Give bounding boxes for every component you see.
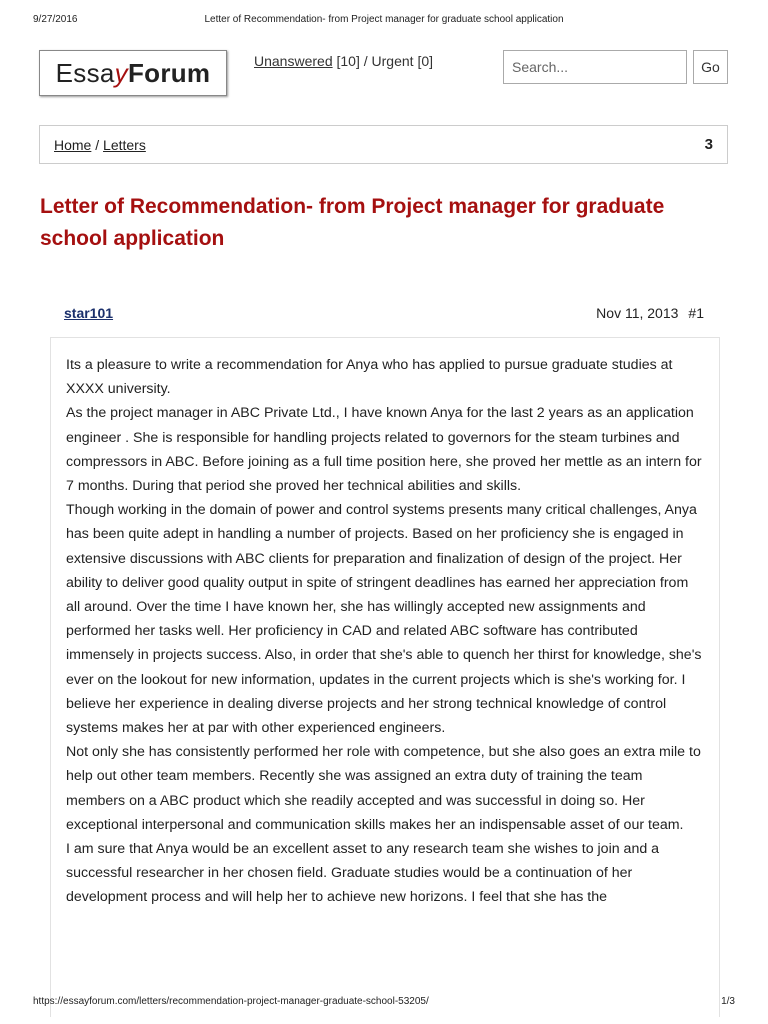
logo-text-essa: Essa (55, 57, 115, 88)
post-paragraph: Its a pleasure to write a recommendation for Anya who has applied to pursue graduate studies at XXXX university. (66, 357, 673, 398)
breadcrumb-separator: / (95, 137, 100, 153)
page-title: Letter of Recommendation- from Project manager for graduate school application (40, 195, 665, 250)
logo-text-forum: Forum (127, 57, 211, 88)
site-logo[interactable] (39, 50, 227, 96)
post-paragraph: I am sure that Anya would be an excellent asset to any research team she wishes to join and a successful researcher in her chosen field. Graduate studies would be a continuation of her development process and will help her to achieve new horizons. I feel that she has the (66, 841, 660, 906)
post-number[interactable]: #1 (688, 305, 704, 321)
breadcrumb-bar (39, 125, 728, 164)
unanswered-link[interactable]: Unanswered (254, 53, 333, 69)
post-author-link[interactable]: star101 (64, 305, 114, 321)
post-paragraph: As the project manager in ABC Private Ltd., I have known Anya for the last 2 years as an application engineer . She is responsible for handling projects related to governors for the steam turbines and compressors in ABC. Before joining as a full time position here, she proved her mettle as an intern for 7 months. During that period she proved her technical abilities and skills. (66, 405, 702, 495)
print-footer (33, 996, 735, 1010)
post-paragraph: Though working in the domain of power and control systems presents many critical challenges, Anya has been quite adept in handling a number of projects. Based on her proficiency she is engaged in extensive discussions with ABC clients for preparation and finalization of design of the project. Her ability to deliver good quality output in spite of stringent deadlines has earned her appreciation from all around. Over the time I have known her, she has willingly accepted new assignments and performed her tasks well. Her proficiency in CAD and related ABC software has contributed immensely in projects success. Also, in order that she's able to quench her thirst for knowledge, she's ever on the lookout for new information, updates in the current projects which is she's working for. I believe her experience in dealing diverse projects and her strong technical knowledge of control systems makes her at par with other experienced engineers. (66, 502, 702, 737)
unanswered-status (254, 53, 433, 69)
post-body (50, 337, 720, 1017)
breadcrumb-letters-link[interactable]: Letters (103, 137, 146, 153)
post-meta (596, 305, 704, 321)
breadcrumb-home-link[interactable]: Home (54, 137, 92, 153)
go-button[interactable]: Go (693, 50, 728, 84)
page-count[interactable]: 3 (704, 136, 713, 153)
print-header (33, 14, 735, 28)
search-input[interactable] (503, 50, 687, 84)
post-paragraph: Not only she has consistently performed her role with competence, but she also goes an extra mile to help out other team members. Recently she was assigned an extra duty of training the team members on a ABC product which she readily accepted and was successful in doing so. Her exceptional interpersonal and communication skills makes her an indispensable asset of our team. (66, 744, 701, 833)
urgent-count: Urgent [0] (371, 53, 434, 69)
print-date: 9/27/2016 (33, 14, 78, 25)
print-url: https://essayforum.com/letters/recommendation-project-manager-graduate-school-53205/ (33, 996, 429, 1007)
print-doc-title: Letter of Recommendation- from Project manager for graduate school application (204, 14, 564, 25)
unanswered-separator: / (363, 53, 368, 69)
logo-text-y: y (114, 57, 128, 88)
unanswered-count: [10] (336, 53, 360, 69)
print-page-number: 1/3 (721, 996, 735, 1007)
breadcrumb (54, 137, 146, 153)
post-date: Nov 11, 2013 (596, 305, 679, 321)
